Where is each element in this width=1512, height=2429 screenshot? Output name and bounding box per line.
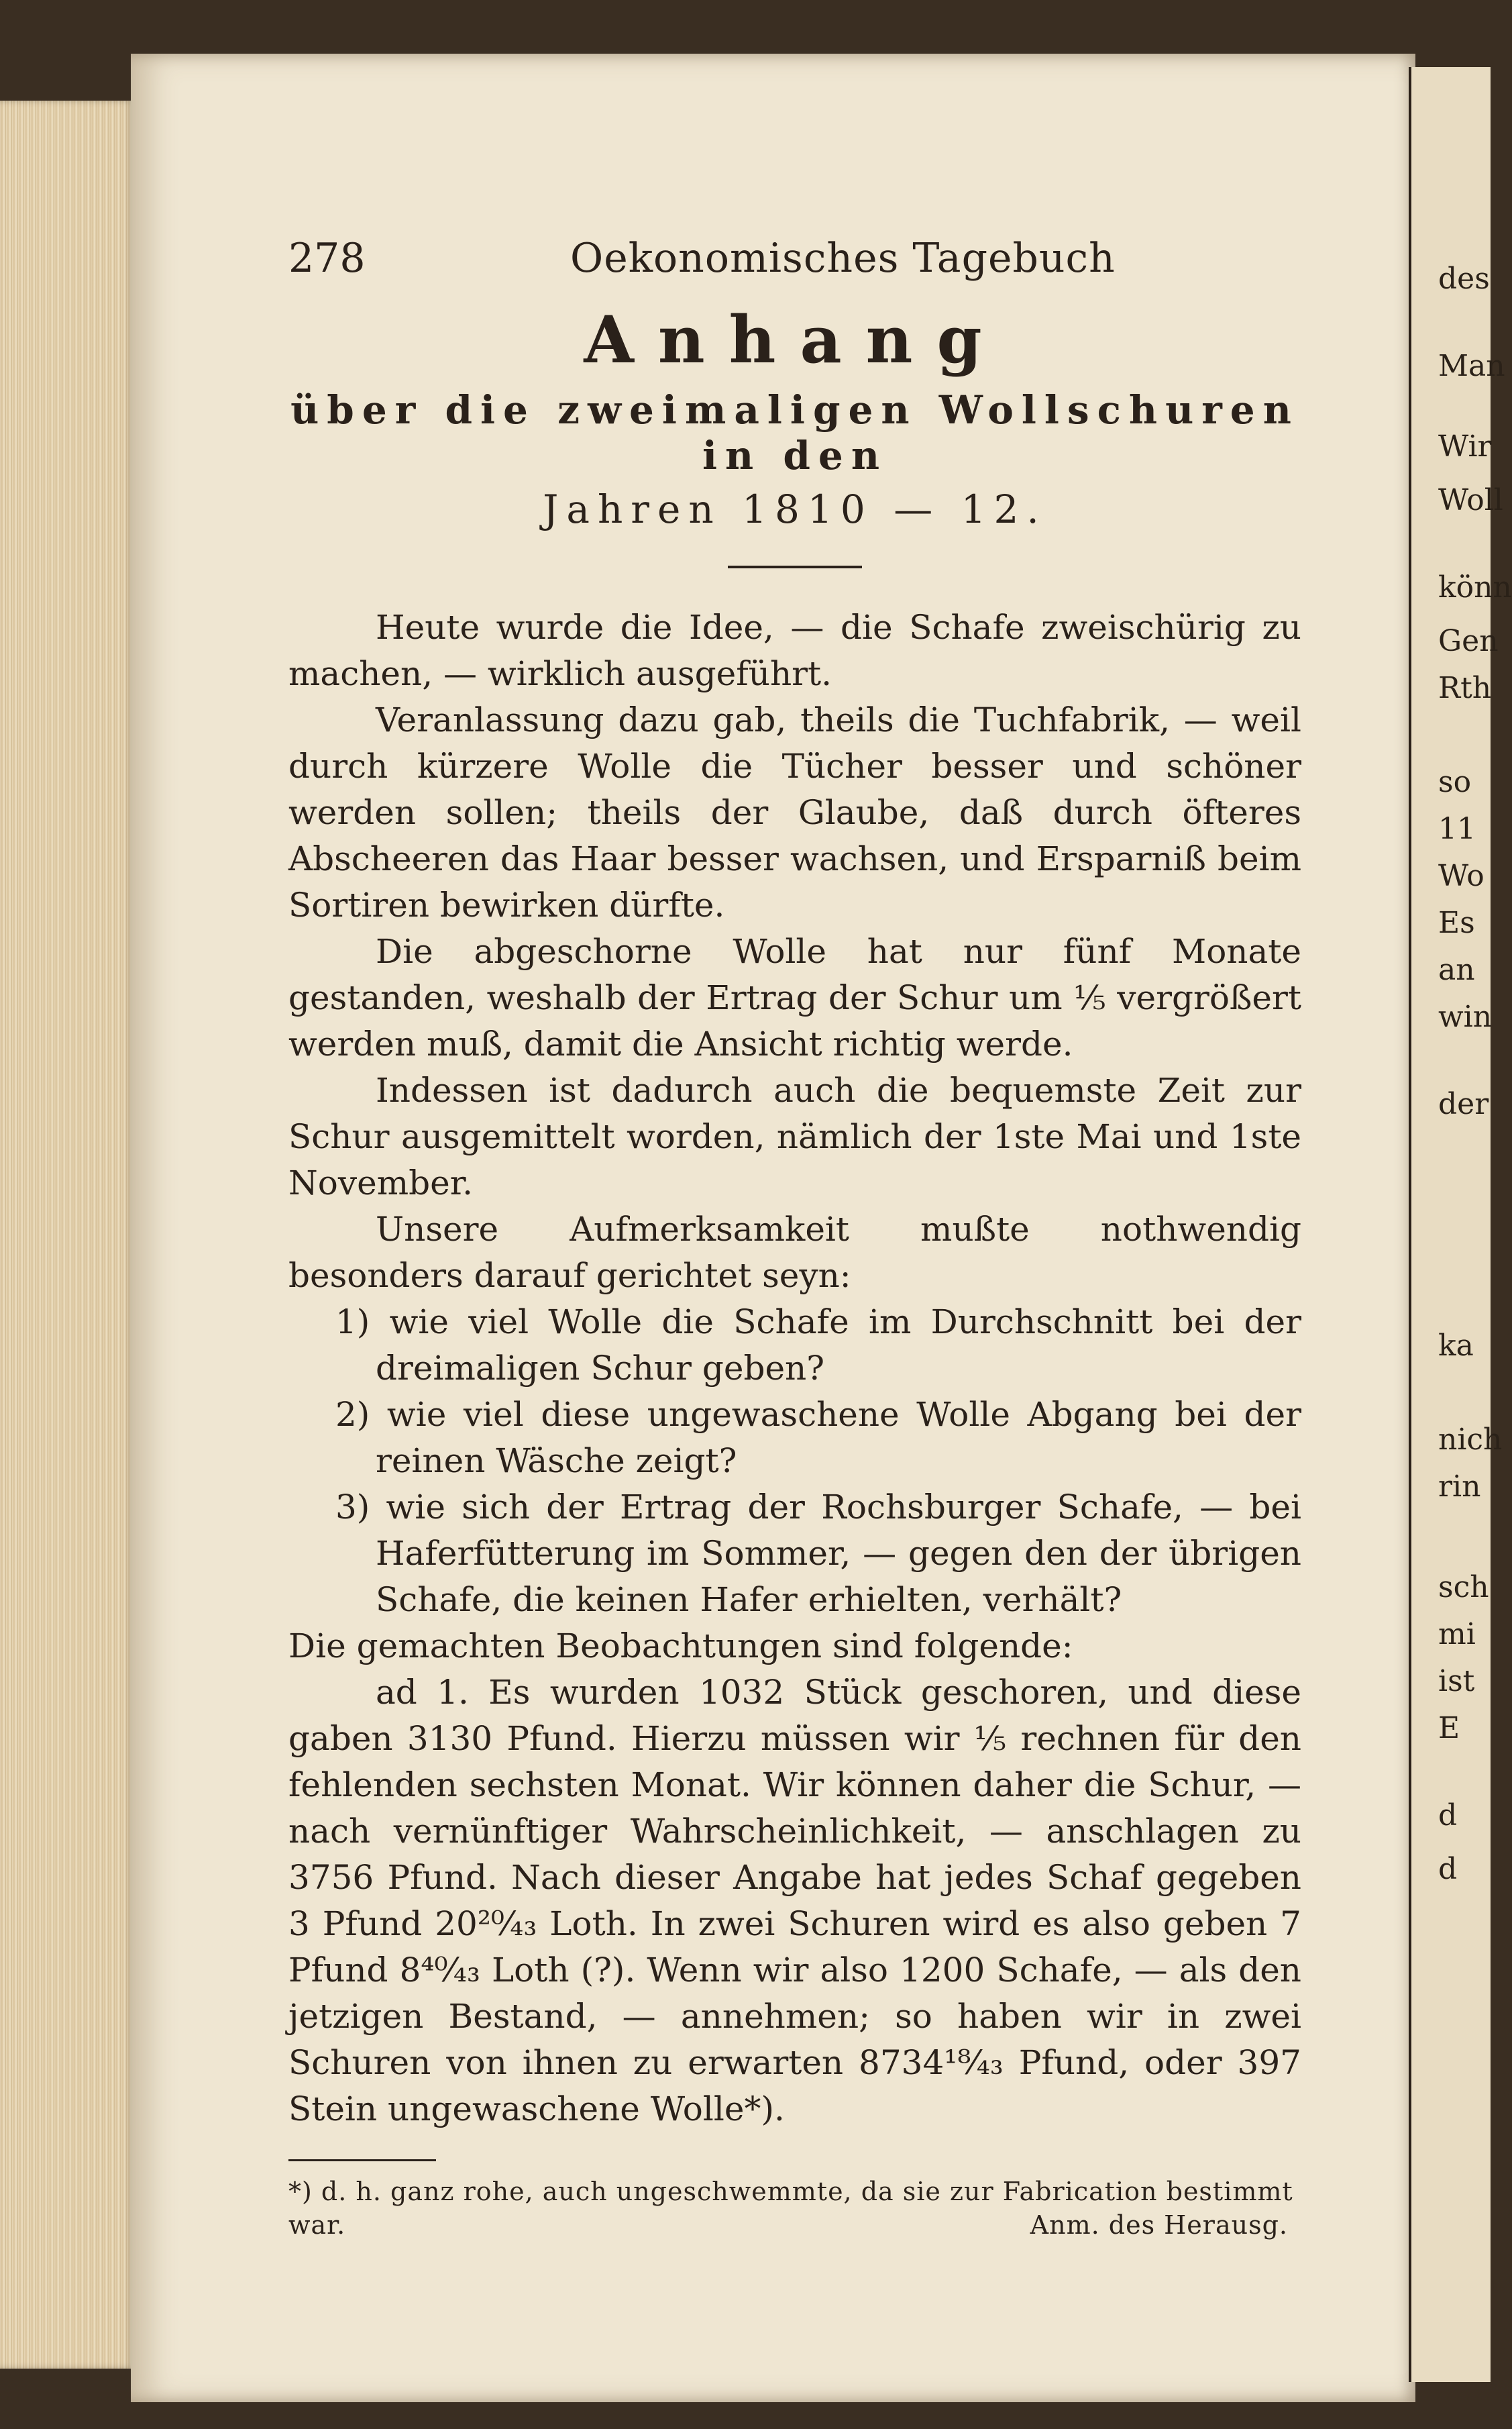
margin-fragment: Wir (1438, 429, 1492, 464)
margin-fragment: Rth (1438, 671, 1492, 705)
margin-fragment: Woll (1438, 483, 1503, 517)
book-page-edges (0, 101, 134, 2369)
paragraph: Die abgeschorne Wolle hat nur fünf Monate gestanden, weshalb der Ertrag der Schur um ⅕ vergrößert werden muß, damit die Ansicht richtig werde. (288, 932, 1301, 1064)
margin-fragment: der (1438, 1087, 1489, 1121)
margin-fragment: könn (1438, 570, 1512, 605)
list-item: 1) wie viel Wolle die Schafe im Durchschnitt bei der dreimaligen Schur geben? (335, 1302, 1301, 1388)
margin-fragment: mi (1438, 1617, 1476, 1651)
margin-fragment: E (1438, 1711, 1460, 1745)
margin-fragment: an (1438, 953, 1475, 987)
margin-fragment: rin (1438, 1469, 1481, 1504)
section-title: Anhang (584, 302, 1006, 378)
margin-fragment: d (1438, 1852, 1458, 1886)
section-subtitle-line1: über die zweimaligen Wollschuren in den (290, 387, 1299, 478)
margin-fragment: Es (1438, 906, 1475, 940)
page-content (288, 221, 1301, 2242)
facing-page-fragment (1409, 67, 1512, 2382)
margin-fragment: so (1438, 765, 1472, 799)
margin-fragment: 11 (1438, 812, 1476, 846)
paragraph: Veranlassung dazu gab, theils die Tuchfabrik, — weil durch kürzere Wolle die Tücher besser und schöner werden sollen; theils der Glaube, daß durch öfteres Abscheeren das Haar besser wachsen, und Ersparniß beim Sortiren bewirken dürfte. (288, 701, 1301, 925)
footnote (288, 2175, 1301, 2242)
running-title: Oekonomisches Tagebuch (570, 235, 1116, 282)
list-item: 2) wie viel diese ungewaschene Wolle Abgang bei der reinen Wäsche zeigt? (335, 1395, 1301, 1480)
footnote-divider (288, 2159, 436, 2161)
margin-fragment: ka (1438, 1329, 1474, 1363)
footnote-signature: Anm. des Herausg. (1030, 2210, 1288, 2240)
margin-fragment: Man (1438, 349, 1505, 383)
margin-fragment: des (1438, 262, 1490, 296)
section-subtitle-line2: Jahren 1810 — 12. (543, 486, 1047, 532)
margin-fragment: nich (1438, 1423, 1503, 1457)
margin-fragment: Gen (1438, 624, 1499, 658)
paragraph: ad 1. Es wurden 1032 Stück geschoren, und diese gaben 3130 Pfund. Hierzu müssen wir ⅕ rechnen für den fehlenden sechsten Monat. Wir können daher die Schur, — nach vernünftiger Wahrscheinlichkeit, — anschlagen zu 3756 Pfund. Nach dieser Angabe hat jedes Schaf gegeben 3 Pfund 20²⁰⁄₄₃ Loth. In zwei Schuren wird es also geben 7 Pfund 8⁴⁰⁄₄₃ Loth (?). Wenn wir also 1200 Schafe, — als den jetzigen Bestand, — annehmen; so haben wir in zwei Schuren von ihnen zu erwarten 8734¹⁸⁄₄₃ Pfund, oder 397 Stein ungewaschene Wolle*). (288, 1673, 1301, 2128)
page-number: 278 (288, 235, 366, 282)
margin-fragment: ist (1438, 1664, 1475, 1698)
margin-fragment: Wo (1438, 859, 1484, 893)
running-head (288, 221, 1301, 282)
footnote-text: *) d. h. ganz rohe, auch ungeschwemmte, da sie zur Fabrication bestimmt war. (288, 2177, 1293, 2240)
paragraph: Indessen ist dadurch auch die bequemste Zeit zur Schur ausgemittelt worden, nämlich der 1ste Mai und 1ste November. (288, 1071, 1301, 1202)
paragraph: Unsere Aufmerksamkeit mußte nothwendig besonders darauf gerichtet seyn: (288, 1210, 1301, 1295)
title-divider (728, 566, 862, 568)
margin-fragment: win (1438, 1000, 1493, 1034)
paragraph: Heute wurde die Idee, — die Schafe zweischürig zu machen, — wirklich ausgeführt. (288, 608, 1301, 693)
list-item: 3) wie sich der Ertrag der Rochsburger Schafe, — bei Haferfütterung im Sommer, — gegen den der übrigen Schafe, die keinen Hafer erhielten, verhält? (335, 1488, 1301, 1619)
margin-fragment: sch (1438, 1570, 1489, 1604)
paragraph: Die gemachten Beobachtungen sind folgende: (288, 1626, 1073, 1665)
margin-fragment: d (1438, 1798, 1458, 1832)
